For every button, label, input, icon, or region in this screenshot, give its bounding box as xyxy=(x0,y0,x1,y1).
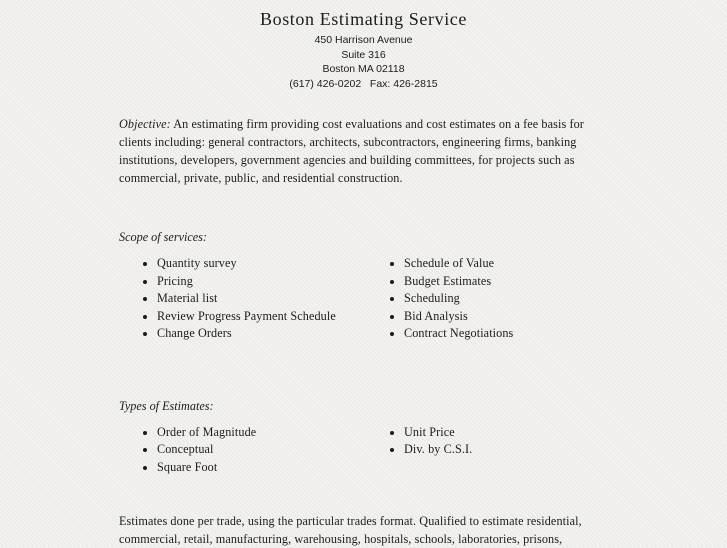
types-left-column xyxy=(119,424,390,477)
service-item: • Pricing xyxy=(157,273,390,291)
service-item: • Contract Negotiations xyxy=(404,325,608,343)
scope-left-list xyxy=(119,255,390,343)
types-left-list xyxy=(119,424,390,477)
service-item: • Change Orders xyxy=(157,325,390,343)
types-right-list xyxy=(390,424,608,459)
address-line-phone-fax: (617) 426-0202 Fax: 426-2815 xyxy=(289,77,438,90)
scope-left-column xyxy=(119,255,390,343)
address-line-city: Boston MA 02118 xyxy=(322,63,405,75)
estimate-type-item: • Square Foot xyxy=(157,459,390,477)
service-item: • Budget Estimates xyxy=(404,273,608,291)
scope-right-column xyxy=(390,255,608,343)
service-item: • Bid Analysis xyxy=(404,308,608,326)
objective-text: An estimating firm providing cost evaluations and cost estimates on a fee basis for clients including: general contractors, architects, subcontractors, engineering firms, banking institutions, developers, government agencies and building committees, for projects such as commercial, private, public, and residential construction. xyxy=(119,117,584,185)
objective-label: Objective: xyxy=(119,117,171,131)
page-title: Boston Estimating Service xyxy=(260,9,467,29)
address-block xyxy=(119,33,608,91)
service-item: • Review Progress Payment Schedule xyxy=(157,308,390,326)
service-item: • Material list xyxy=(157,290,390,308)
types-right-column xyxy=(390,424,608,477)
scope-of-services-lists xyxy=(119,255,608,343)
scope-of-services-heading: Scope of services: xyxy=(119,230,207,244)
service-item: • Schedule of Value xyxy=(404,255,608,273)
service-item: • Quantity survey xyxy=(157,255,390,273)
estimate-type-item: • Div. by C.S.I. xyxy=(404,441,608,459)
address-line-suite: Suite 316 xyxy=(341,48,386,61)
page xyxy=(119,0,608,548)
types-of-estimates-lists xyxy=(119,424,608,477)
scope-right-list xyxy=(390,255,608,343)
estimate-type-item: • Order of Magnitude xyxy=(157,424,390,442)
service-item: • Scheduling xyxy=(404,290,608,308)
trades-paragraph: Estimates done per trade, using the particular trades format. Qualified to estimate residential, commercial, retail, manufacturing, warehousing, hospitals, schools, laboratories, prisons, xyxy=(119,514,582,546)
types-of-estimates-heading: Types of Estimates: xyxy=(119,398,214,413)
address-line-street: 450 Harrison Avenue xyxy=(314,34,413,46)
objective-paragraph xyxy=(119,115,608,187)
estimate-type-item: • Unit Price xyxy=(404,424,608,442)
estimate-type-item: • Conceptual xyxy=(157,441,390,459)
